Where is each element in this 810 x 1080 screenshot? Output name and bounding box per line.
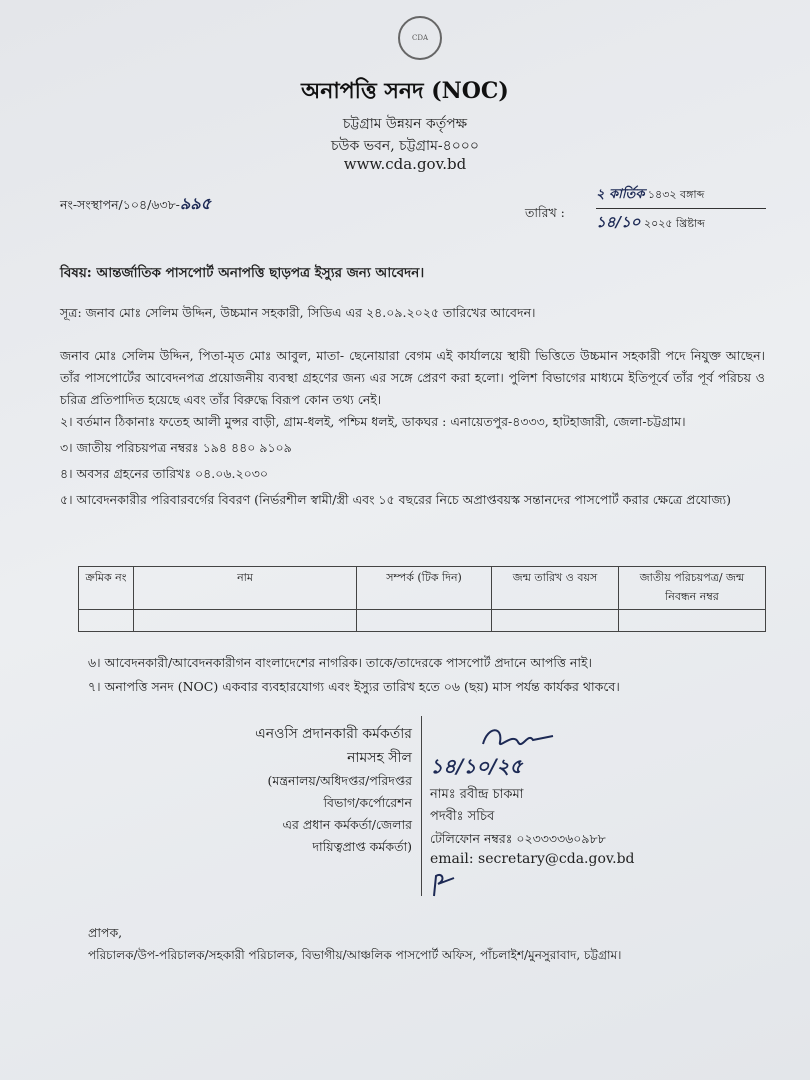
recipient-address: পরিচালক/উপ-পরিচালক/সহকারী পরিচালক, বিভাগীয়/আঞ্চলিক পাসপোর্ট অফিস, পাঁচলাইশ/মুনসুরাবাদ, চট্টগ্রাম।	[88, 948, 622, 962]
signatory-designation: পদবীঃ সচিব	[430, 809, 495, 824]
memo-number	[60, 193, 211, 216]
col-relation: সম্পর্ক (টিক দিন)	[357, 567, 492, 610]
col-dob-age: জন্ম তারিখ ও বয়স	[492, 567, 619, 610]
divider	[421, 716, 422, 896]
sig-label-line: এনওসি প্রদানকারী কর্মকর্তার	[255, 726, 412, 742]
sig-label-line: বিভাগ/কর্পোরেশন	[323, 795, 412, 810]
organization-address: চউক ভবন, চট্টগ্রাম-৪০০০	[330, 138, 479, 154]
organization-name: চট্টগ্রাম উন্নয়ন কর্তৃপক্ষ	[342, 116, 468, 132]
item-family-details: ৫। আবেদনকারীর পরিবারবর্গের বিবরণ (নির্ভরশীল স্বামী/স্ত্রী এবং ১৫ বছরের নিচে অপ্রাপ্তবয়স্ক সন্তানদের পাসপোর্ট করার ক্ষেত্রে প্রযোজ্য)	[60, 492, 732, 507]
date-label: তারিখ :	[525, 205, 565, 220]
memo-number-handwritten: ৯৯৫	[179, 194, 212, 213]
signatory-email: email: secretary@cda.gov.bd	[430, 851, 635, 867]
signatory-phone: টেলিফোন নম্বরঃ ০২৩৩৩৩৬০৯৮৮	[430, 831, 606, 846]
col-name: নাম	[134, 567, 357, 610]
initial-scribble	[428, 870, 458, 898]
table-row	[79, 610, 766, 632]
sig-label-line: নামসহ সীল	[347, 750, 412, 766]
col-serial: ক্রমিক নং	[79, 567, 134, 610]
date-bangla: ১৪৩২ বঙ্গাব্দ	[647, 188, 705, 201]
item-citizenship: ৬। আবেদনকারী/আবেদনকারীগন বাংলাদেশের নাগরিক। তাকে/তাদেরকে পাসপোর্ট প্রদানে আপত্তি নাই।	[88, 655, 592, 670]
date-block	[596, 185, 766, 236]
reference-line: সূত্র: জনাব মোঃ সেলিম উদ্দিন, উচ্চমান সহকারী, সিডিএ এর ২৪.০৯.২০২৫ তারিখের আবেদন।	[60, 305, 536, 320]
memo-number-printed: নং-সংস্থাপন/১০৪/৬৩৮-	[60, 197, 180, 212]
date-gregorian-handwritten: ১৪/১০	[596, 213, 641, 231]
item-validity: ৭। অনাপত্তি সনদ (NOC) একবার ব্যবহারযোগ্য এবং ইস্যুর তারিখ হতে ০৬ (ছয়) মাস পর্যন্ত কার্যকর থাকবে।	[88, 679, 620, 694]
body-paragraph-1: জনাব মোঃ সেলিম উদ্দিন, পিতা-মৃত মোঃ আবুল, মাতা- ছেনোয়ারা বেগম এই কার্যালয়ে স্থায়ী ভিত্তিতে উচ্চমান সহকারী পদে নিযুক্ত আছেন। তাঁর পাসপোর্টের আবেদনপত্র প্রয়োজনীয় ব্যবস্থা গ্রহণের জন্য এর সঙ্গে প্রেরণ করা হলো। পুলিশ বিভাগের মাধ্যমে ইতিপূর্বে তাঁর পূর্ব পরিচয় ও চরিত্র প্রতিপাদিত হয়েছে এবং তাঁর বিরুদ্ধে বিরূপ কোন তথ্য নেই।	[60, 348, 765, 407]
sig-label-line: দায়িত্বপ্রাপ্ত কর্মকর্তা)	[312, 839, 412, 854]
signatory-name: নামঃ রবীন্দ্র চাকমা	[430, 787, 524, 802]
item-address: ২। বর্তমান ঠিকানাঃ ফতেহ আলী মুন্সর বাড়ী, গ্রাম-ধলই, পশ্চিম ধলই, ডাকঘর : এনায়েতপুর-৪৩৩৩, হাটহাজারী, জেলা-চট্টগ্রাম।	[60, 414, 686, 429]
signature-scribble	[478, 724, 558, 754]
sig-label-line: (মন্ত্রনালয়/অধিদপ্তর/পরিদপ্তর	[267, 773, 412, 788]
col-nid-birthreg: জাতীয় পরিচয়পত্র/ জন্ম নিবন্ধন নম্বর	[619, 567, 766, 610]
date-gregorian: ২০২৫ খ্রিষ্টাব্দ	[643, 217, 705, 230]
item-nid: ৩। জাতীয় পরিচয়পত্র নম্বরঃ ১৯৪ ৪৪০ ৯১০৯	[60, 440, 292, 455]
subject-line: বিষয়: আন্তর্জাতিক পাসপোর্ট অনাপত্তি ছাড়পত্র ইস্যুর জন্য আবেদন।	[60, 265, 425, 281]
letter-body	[60, 345, 765, 511]
cda-seal-logo	[398, 16, 442, 60]
item-retirement-date: ৪। অবসর গ্রহনের তারিখঃ ০৪.০৬.২০৩০	[60, 466, 268, 481]
document-title: অনাপত্তি সনদ (NOC)	[301, 78, 509, 104]
seal-text: CDA	[411, 34, 429, 42]
signature-date-handwritten: ১৪/১০/২৫	[430, 754, 523, 778]
family-table	[78, 566, 766, 632]
organization-website: www.cda.gov.bd	[343, 155, 467, 173]
recipient-label: প্রাপক,	[88, 925, 123, 940]
date-bangla-handwritten: ২ কার্তিক	[596, 187, 645, 202]
signatory-label	[200, 722, 412, 858]
sig-label-line: এর প্রধান কর্মকর্তা/জেলার	[282, 817, 412, 832]
table-header-row	[79, 567, 766, 610]
